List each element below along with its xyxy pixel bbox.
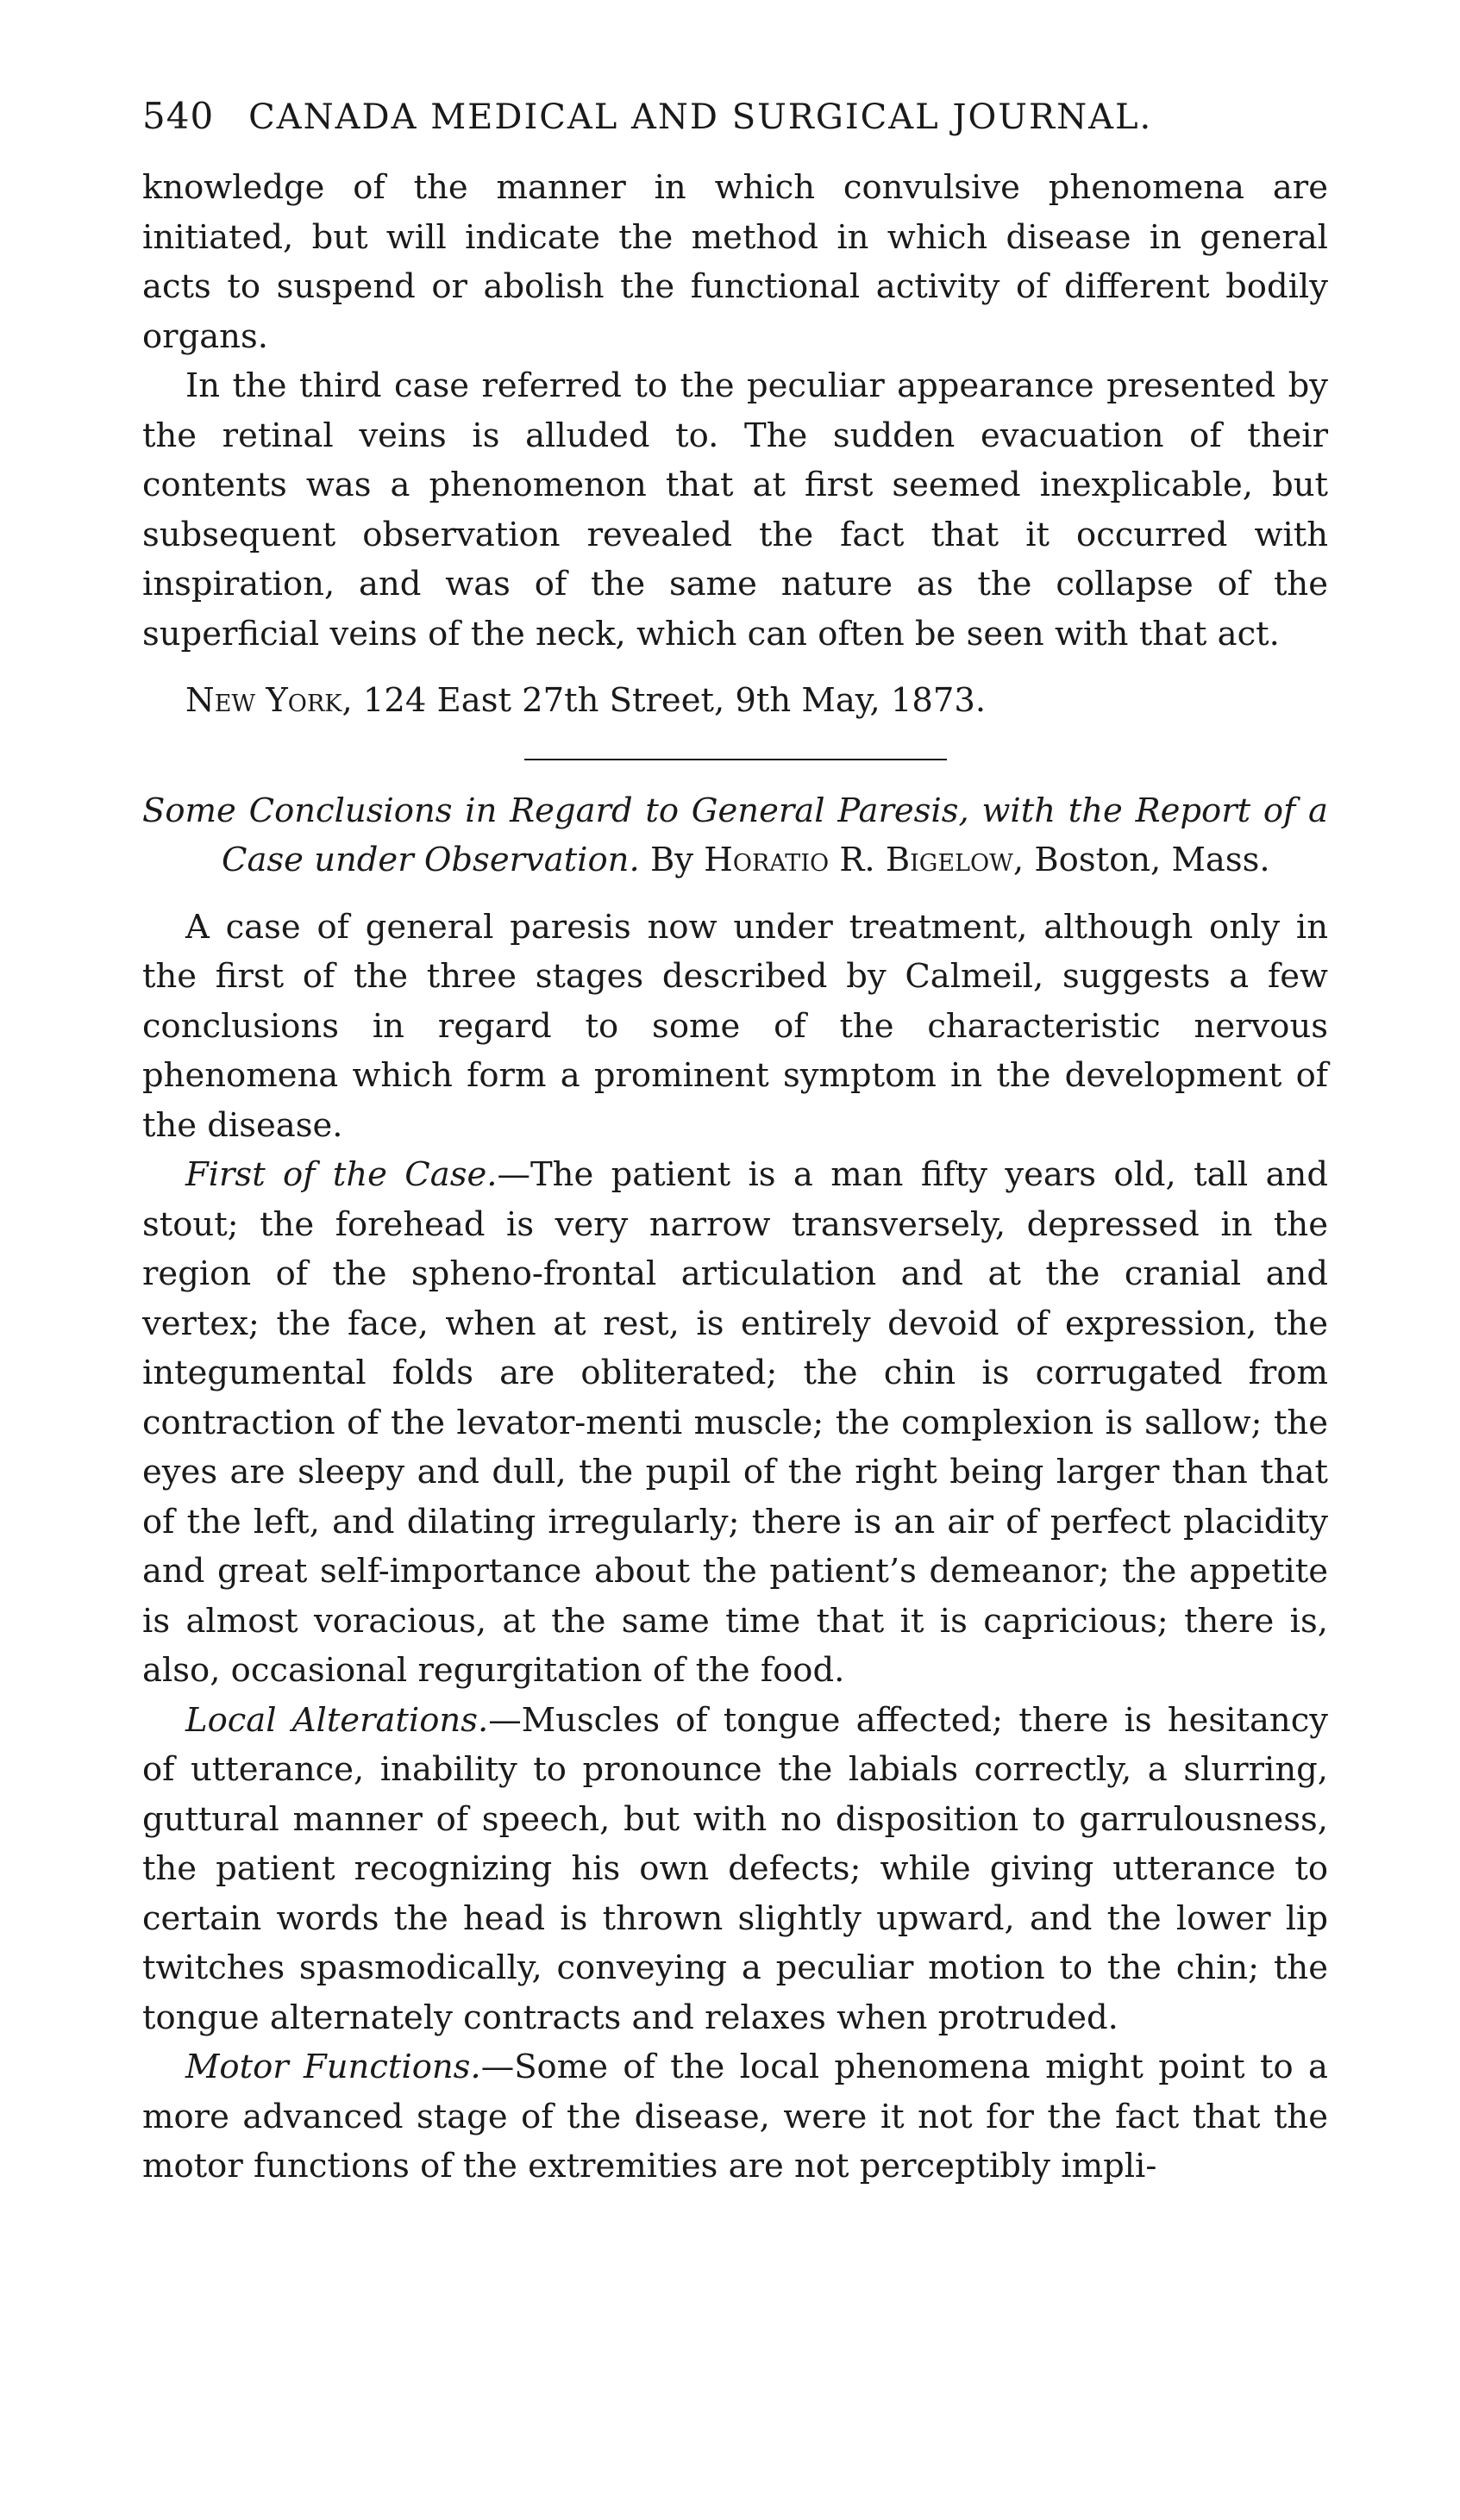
section-text: —Muscles of tongue affected; there is hesitancy of utterance, inability to pronounce the labials correctly, a slurring, guttural manner of speech, but with no disposition to garrulousness, the patient recognizing his own defects; while giving utterance to certain words the head is thrown slightly upward, and the lower lip twitches spasmodically, conveying a peculiar motion to the chin; the tongue alternately contracts and relaxes when protruded. [142,1700,1329,2037]
article-title: Some Conclusions in Regard to General Paresis, with the Report of a Case under Observation. [142,791,1328,879]
section-motor-functions [142,2042,1328,2192]
article-location: Boston, Mass. [1024,841,1270,879]
section-first-of-case [142,1150,1328,1696]
signoff-address-date: 124 East 27th Street, 9th May, 1873. [352,681,987,720]
section-heading: Local Alterations. [185,1700,489,1740]
section-divider [524,759,947,760]
signoff-line [142,676,1328,726]
journal-title: CANADA MEDICAL AND SURGICAL JOURNAL. [248,97,1153,137]
section-local-alterations [142,1696,1328,2043]
running-header [142,95,1328,137]
continuation-paragraph: knowledge of the manner in which convulsive phenomena are initiated, but will indicate the method in which disease in general acts to suspend or abolish the functional activity of different bodily organs. [142,168,1328,356]
section-heading: Motor Functions. [185,2048,481,2086]
article-title-block [142,786,1328,885]
signoff-place: New York, [185,681,353,720]
retinal-veins-paragraph: In the third case referred to the peculiar appearance presented by the retinal veins is alluded to. The sudden evacuation of their contents was a phenomenon that at first seemed inexplicable, but subsequent observation revealed the fact that it occurred with inspiration, and was of the same nature as the collapse of the superficial veins of the neck, which can often be seen with that act. [142,366,1328,653]
section-text: —Some of the local phenomena might point to a more advanced stage of the disease, were it not for the fact that the motor functions of the extremities are not perceptibly impli- [142,2048,1328,2185]
section-heading: First of the Case. [185,1155,498,1194]
document-page [142,95,1328,2192]
article-by: By [639,841,705,879]
section-text: —The patient is a man fifty years old, tall and stout; the forehead is very narrow transversely, depressed in the region of the spheno-frontal articulation and at the cranial and vertex; the face, when at rest, is entirely devoid of expression, the integumental folds are obliterated; the chin is corrugated from contraction of the levator-menti muscle; the complexion is sallow; the eyes are sleepy and dull, the pupil of the right being larger than that of the left, and dilating irregularly; there is an air of perfect placidity and great self-importance about the patient’s demeanor; the appetite is almost voracious, at the same time that it is capricious; there is, also, occasional regurgitation of the food. [142,1155,1328,1690]
page-number: 540 [142,95,215,137]
article-author: Horatio R. Bigelow, [704,841,1025,879]
article-intro-paragraph: A case of general paresis now under treatment, although only in the first of the three stages described by Calmeil, suggests a few conclusions in regard to some of the characteristic nervous phenomena which form a prominent symptom in the development of the disease. [142,907,1328,1145]
